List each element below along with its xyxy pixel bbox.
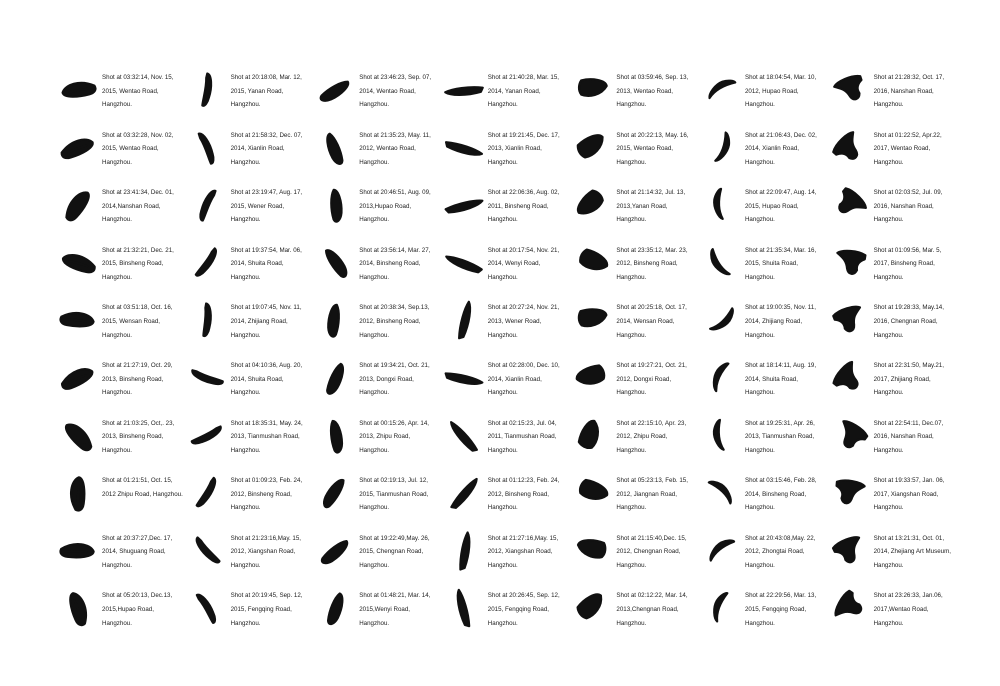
catalog-entry — [827, 66, 956, 124]
catalog-entry — [569, 469, 698, 527]
brushstroke-image — [315, 414, 355, 458]
catalog-entry — [569, 354, 698, 412]
photo-caption: Shot at 01:12:23, Feb. 24, 2012, Binsheng Road, Hangzhou. — [487, 477, 560, 512]
brushstroke-image — [830, 126, 870, 170]
photo-caption: Shot at 21:35:23, May. 11, 2012, Wentao Road, Hangzhou. — [359, 131, 431, 166]
brushstroke-image — [58, 356, 98, 400]
catalog-entry — [569, 412, 698, 470]
catalog-entry — [827, 181, 956, 239]
catalog-entry — [184, 412, 313, 470]
brushstroke-image — [830, 241, 870, 285]
brushstroke-image — [444, 241, 484, 285]
catalog-entry — [441, 181, 570, 239]
catalog-entry — [569, 239, 698, 297]
catalog-entry — [698, 239, 827, 297]
brushstroke-image — [701, 529, 741, 573]
brushstroke-image — [444, 126, 484, 170]
photo-caption: Shot at 21:15:40,Dec. 15, 2012, Chengnan Road, Hangzhou. — [616, 534, 687, 569]
brushstroke-image — [444, 298, 484, 342]
photo-caption: Shot at 21:28:32, Oct. 17, 2016, Nanshan Road, Hangzhou. — [873, 74, 945, 109]
photo-caption: Shot at 02:28:00, Dec. 10, 2014, Xianlin Road, Hangzhou. — [487, 361, 560, 397]
brushstroke-image — [572, 356, 612, 400]
brushstroke-image — [444, 529, 484, 573]
catalog-entry — [441, 527, 570, 585]
catalog-entry — [698, 584, 827, 642]
photo-caption: Shot at 23:35:12, Mar. 23, 2012, Binsheng Road, Hangzhou. — [616, 246, 688, 281]
photo-caption: Shot at 20:43:08,May. 22, 2012, Zhongtai Road, Hangzhou. — [744, 534, 816, 569]
photo-caption: Shot at 03:32:14, Nov. 15, 2015, Wentao Road, Hangzhou. — [102, 74, 174, 109]
catalog-entry — [827, 469, 956, 527]
catalog-entry — [569, 181, 698, 239]
catalog-entry — [698, 296, 827, 354]
brushstroke-image — [315, 126, 355, 170]
catalog-entry — [569, 66, 698, 124]
photo-caption: Shot at 20:37:27,Dec. 17, 2014, Shuguang Road, Hangzhou. — [102, 534, 173, 569]
catalog-entry — [441, 124, 570, 182]
brushstroke-image — [315, 183, 355, 227]
photo-caption: Shot at 20:26:45, Sep. 12, 2015, Fengqing Road, Hangzhou. — [487, 592, 560, 627]
photo-caption: Shot at 19:25:31, Apr. 26, 2013, Tianmushan Road, Hangzhou. — [744, 419, 815, 454]
photo-caption: Shot at 18:14:11, Aug. 19, 2014, Shuita Road, Hangzhou. — [744, 361, 817, 397]
catalog-entry — [441, 296, 570, 354]
photo-caption: Shot at 21:58:32, Dec. 07, 2014, Xianlin Road, Hangzhou. — [230, 131, 303, 166]
brushstroke-image — [187, 529, 227, 573]
catalog-entry — [698, 66, 827, 124]
photo-caption: Shot at 21:23:16,May. 15, 2012, Xiangshan Road, Hangzhou. — [230, 534, 301, 569]
brushstroke-image — [701, 414, 741, 458]
brushstroke-image — [58, 471, 98, 515]
brushstroke-image — [315, 356, 355, 400]
photo-caption: Shot at 19:21:45, Dec. 17, 2013, Xianlin Road, Hangzhou. — [487, 131, 560, 166]
photo-caption: Shot at 22:09:47, Aug. 14, 2015, Hupao Road, Hangzhou. — [744, 189, 817, 224]
photo-caption: Shot at 03:15:46, Feb. 28, 2014, Binsheng Road, Hangzhou. — [744, 477, 817, 512]
catalog-entry — [441, 354, 570, 412]
catalog-entry — [827, 296, 956, 354]
brushstroke-image — [58, 183, 98, 227]
brushstroke-image — [830, 298, 870, 342]
catalog-entry — [184, 296, 313, 354]
photo-caption: Shot at 20:27:24, Nov. 21, 2013, Wener Road, Hangzhou. — [487, 304, 560, 339]
brushstroke-image — [830, 68, 870, 112]
catalog-entry — [55, 354, 184, 412]
photo-caption: Shot at 01:09:23, Feb. 24, 2012, Binsheng Road, Hangzhou. — [230, 477, 303, 512]
photo-caption: Shot at 19:37:54, Mar. 06, 2014, Shuita Road, Hangzhou. — [230, 246, 302, 281]
brushstroke-image — [830, 529, 870, 573]
catalog-entry — [698, 124, 827, 182]
catalog-entry — [698, 527, 827, 585]
catalog-entry — [827, 124, 956, 182]
catalog-entry — [569, 527, 698, 585]
photo-caption: Shot at 00:15:26, Apr. 14, 2013, Zhipu Road, Hangzhou. — [359, 419, 430, 454]
brushstroke-catalog-grid — [55, 66, 955, 642]
brushstroke-image — [572, 586, 612, 630]
photo-caption: Shot at 21:06:43, Dec. 02, 2014, Xianlin Road, Hangzhou. — [744, 131, 817, 166]
photo-caption: Shot at 01:21:51, Oct. 15, 2012 Zhipu Road, Hangzhou. — [102, 477, 183, 498]
photo-caption: Shot at 21:27:16,May. 15, 2012, Xiangshan Road, Hangzhou. — [487, 534, 559, 569]
photo-caption: Shot at 21:14:32, Jul. 13, 2013,Yanan Road, Hangzhou. — [616, 189, 686, 224]
brushstroke-image — [187, 126, 227, 170]
brushstroke-image — [572, 126, 612, 170]
photo-caption: Shot at 20:22:13, May. 16, 2015, Wentao Road, Hangzhou. — [616, 131, 689, 166]
photo-caption: Shot at 21:40:28, Mar. 15, 2014, Yanan Road, Hangzhou. — [487, 74, 559, 109]
photo-caption: Shot at 21:03:25, Oct,. 23, 2013, Binsheng Road, Hangzhou. — [102, 419, 175, 454]
brushstroke-image — [444, 586, 484, 630]
photo-caption: Shot at 23:56:14, Mar. 27, 2014, Binsheng Road, Hangzhou. — [359, 246, 431, 281]
brushstroke-image — [187, 298, 227, 342]
catalog-entry — [55, 296, 184, 354]
brushstroke-image — [315, 529, 355, 573]
photo-caption: Shot at 23:41:34, Dec. 01, 2014,Nanshan Road, Hangzhou. — [102, 189, 174, 224]
brushstroke-image — [830, 586, 870, 630]
catalog-entry — [827, 412, 956, 470]
photo-caption: Shot at 05:20:13, Dec.13, 2015,Hupao Road, Hangzhou. — [102, 592, 173, 627]
catalog-entry — [441, 469, 570, 527]
brushstroke-image — [315, 471, 355, 515]
brushstroke-image — [572, 241, 612, 285]
photo-caption: Shot at 01:48:21, Mar. 14, 2015,Wenyi Road, Hangzhou. — [359, 592, 431, 627]
photo-caption: Shot at 22:31:50, May.21, 2017, Zhijiang Road, Hangzhou. — [873, 361, 944, 397]
brushstroke-image — [444, 68, 484, 112]
photo-caption: Shot at 02:15:23, Jul. 04, 2011, Tianmushan Road, Hangzhou. — [487, 419, 557, 454]
catalog-entry — [312, 124, 441, 182]
photo-caption: Shot at 03:51:18, Oct. 16, 2015, Wensan Road, Hangzhou. — [102, 304, 173, 339]
brushstroke-image — [701, 298, 741, 342]
catalog-entry — [184, 354, 313, 412]
catalog-entry — [312, 239, 441, 297]
catalog-entry — [312, 181, 441, 239]
catalog-entry — [827, 584, 956, 642]
brushstroke-image — [187, 586, 227, 630]
photo-caption: Shot at 19:27:21, Oct. 21, 2012, Dongxi Road, Hangzhou. — [616, 361, 687, 397]
photo-caption: Shot at 20:17:54, Nov. 21, 2014, Wenyi Road, Hangzhou. — [487, 246, 560, 281]
brushstroke-image — [187, 68, 227, 112]
brushstroke-image — [830, 183, 870, 227]
catalog-entry — [312, 469, 441, 527]
catalog-entry — [698, 412, 827, 470]
brushstroke-image — [58, 126, 98, 170]
catalog-entry — [698, 469, 827, 527]
brushstroke-image — [58, 414, 98, 458]
photo-caption: Shot at 20:46:51, Aug. 09, 2013,Hupao Road, Hangzhou. — [359, 189, 431, 224]
catalog-entry — [441, 412, 570, 470]
catalog-entry — [698, 354, 827, 412]
brushstroke-image — [58, 68, 98, 112]
catalog-entry — [441, 66, 570, 124]
brushstroke-image — [572, 183, 612, 227]
photo-caption: Shot at 23:19:47, Aug. 17, 2015, Wener Road, Hangzhou. — [230, 189, 303, 224]
photo-caption: Shot at 01:09:56, Mar. 5, 2017, Binsheng Road, Hangzhou. — [873, 246, 942, 281]
brushstroke-image — [58, 298, 98, 342]
photo-caption: Shot at 20:19:45, Sep. 12, 2015, Fengqing Road, Hangzhou. — [230, 592, 303, 627]
catalog-entry — [312, 296, 441, 354]
photo-caption: Shot at 19:00:35, Nov. 11, 2014, Zhijiang Road, Hangzhou. — [744, 304, 816, 339]
photo-caption: Shot at 03:59:46, Sep. 13, 2013, Wentao Road, Hangzhou. — [616, 74, 689, 109]
catalog-entry — [441, 584, 570, 642]
catalog-entry — [184, 584, 313, 642]
catalog-entry — [312, 412, 441, 470]
brushstroke-image — [315, 68, 355, 112]
brushstroke-image — [701, 586, 741, 630]
catalog-entry — [55, 584, 184, 642]
brushstroke-image — [572, 471, 612, 515]
brushstroke-image — [187, 241, 227, 285]
catalog-entry — [184, 124, 313, 182]
brushstroke-image — [572, 529, 612, 573]
catalog-entry — [55, 181, 184, 239]
brushstroke-image — [572, 68, 612, 112]
photo-caption: Shot at 02:19:13, Jul. 12, 2015, Tianmushan Road, Hangzhou. — [359, 477, 429, 512]
photo-caption: Shot at 04:10:36, Aug. 20, 2014, Shuita Road, Hangzhou. — [230, 361, 303, 397]
photo-caption: Shot at 03:32:28, Nov. 02, 2015, Wentao Road, Hangzhou. — [102, 131, 174, 166]
catalog-entry — [184, 239, 313, 297]
brushstroke-image — [444, 414, 484, 458]
photo-caption: Shot at 21:35:34, Mar. 16, 2015, Shuita Road, Hangzhou. — [744, 246, 817, 281]
brushstroke-image — [701, 471, 741, 515]
photo-caption: Shot at 05:23:13, Feb. 15, 2012, Jiangnan Road, Hangzhou. — [616, 477, 688, 512]
brushstroke-image — [830, 356, 870, 400]
brushstroke-image — [572, 298, 612, 342]
photo-caption: Shot at 19:07:45, Nov. 11, 2014, Zhijiang Road, Hangzhou. — [230, 304, 302, 339]
catalog-entry — [55, 66, 184, 124]
catalog-entry — [55, 412, 184, 470]
photo-caption: Shot at 22:06:36, Aug. 02, 2011, Binsheng Road, Hangzhou. — [487, 189, 560, 224]
photo-caption: Shot at 22:54:11, Dec.07, 2016, Nanshan Road, Hangzhou. — [873, 419, 944, 454]
photo-caption: Shot at 02:12:22, Mar. 14, 2013,Chengnan Road, Hangzhou. — [616, 592, 688, 627]
catalog-entry — [569, 296, 698, 354]
brushstroke-image — [701, 68, 741, 112]
brushstroke-image — [315, 298, 355, 342]
catalog-entry — [55, 239, 184, 297]
catalog-entry — [698, 181, 827, 239]
brushstroke-image — [701, 241, 741, 285]
catalog-entry — [184, 469, 313, 527]
brushstroke-image — [830, 414, 870, 458]
catalog-entry — [569, 584, 698, 642]
brushstroke-image — [572, 414, 612, 458]
photo-caption: Shot at 20:38:34, Sep.13, 2012, Binsheng Road, Hangzhou. — [359, 304, 430, 339]
brushstroke-image — [315, 586, 355, 630]
brushstroke-image — [701, 126, 741, 170]
brushstroke-image — [444, 356, 484, 400]
photo-caption: Shot at 13:21:31, Oct. 01, 2014, Zhejiang Art Museum, Hangzhou. — [873, 534, 951, 569]
photo-caption: Shot at 01:22:52, Apr.22, 2017, Wentao Road, Hangzhou. — [873, 131, 942, 166]
photo-caption: Shot at 21:27:19, Oct. 29, 2013, Binsheng Road, Hangzhou. — [102, 361, 173, 397]
brushstroke-image — [58, 529, 98, 573]
photo-caption: Shot at 18:04:54, Mar. 10, 2012, Hupao Road, Hangzhou. — [744, 74, 817, 109]
brushstroke-image — [444, 183, 484, 227]
catalog-entry — [312, 66, 441, 124]
catalog-entry — [184, 66, 313, 124]
photo-caption: Shot at 19:22:49,May. 26, 2015, Chengnan Road, Hangzhou. — [359, 534, 430, 569]
brushstroke-image — [701, 356, 741, 400]
catalog-entry — [441, 239, 570, 297]
photo-caption: Shot at 20:25:18, Oct. 17, 2014, Wensan Road, Hangzhou. — [616, 304, 687, 339]
brushstroke-image — [830, 471, 870, 515]
photo-caption: Shot at 02:03:52, Jul. 09, 2016, Nanshan Road, Hangzhou. — [873, 189, 943, 224]
catalog-entry — [827, 527, 956, 585]
catalog-entry — [569, 124, 698, 182]
catalog-entry — [827, 354, 956, 412]
photo-caption: Shot at 19:28:33, May.14, 2016, Chengnan Road, Hangzhou. — [873, 304, 944, 339]
catalog-entry — [55, 527, 184, 585]
catalog-entry — [827, 239, 956, 297]
photo-caption: Shot at 22:29:56, Mar. 13, 2015, Fengqing Road, Hangzhou. — [744, 592, 817, 627]
photo-caption: Shot at 22:15:10, Apr. 23, 2012, Zhipu Road, Hangzhou. — [616, 419, 687, 454]
brushstroke-image — [58, 241, 98, 285]
catalog-entry — [55, 469, 184, 527]
brushstroke-image — [58, 586, 98, 630]
photo-caption: Shot at 20:18:08, Mar. 12, 2015, Yanan Road, Hangzhou. — [230, 74, 302, 109]
catalog-entry — [312, 527, 441, 585]
catalog-entry — [312, 584, 441, 642]
brushstroke-image — [315, 241, 355, 285]
catalog-entry — [312, 354, 441, 412]
brushstroke-image — [187, 414, 227, 458]
photo-caption: Shot at 19:34:21, Oct. 21, 2013, Dongxi Road, Hangzhou. — [359, 361, 430, 397]
photo-caption: Shot at 21:32:21, Dec. 21, 2015, Binsheng Road, Hangzhou. — [102, 246, 174, 281]
photo-caption: Shot at 23:26:33, Jan.06, 2017,Wentao Road, Hangzhou. — [873, 592, 943, 627]
brushstroke-image — [187, 183, 227, 227]
brushstroke-image — [444, 471, 484, 515]
catalog-entry — [184, 181, 313, 239]
catalog-entry — [184, 527, 313, 585]
photo-caption: Shot at 19:33:57, Jan. 06, 2017, Xiangshan Road, Hangzhou. — [873, 477, 945, 512]
catalog-entry — [55, 124, 184, 182]
photo-caption: Shot at 18:35:31, May. 24, 2013, Tianmushan Road, Hangzhou. — [230, 419, 303, 454]
brushstroke-image — [187, 356, 227, 400]
brushstroke-image — [701, 183, 741, 227]
brushstroke-image — [187, 471, 227, 515]
photo-caption: Shot at 23:46:23, Sep. 07, 2014, Wentao Road, Hangzhou. — [359, 74, 432, 109]
